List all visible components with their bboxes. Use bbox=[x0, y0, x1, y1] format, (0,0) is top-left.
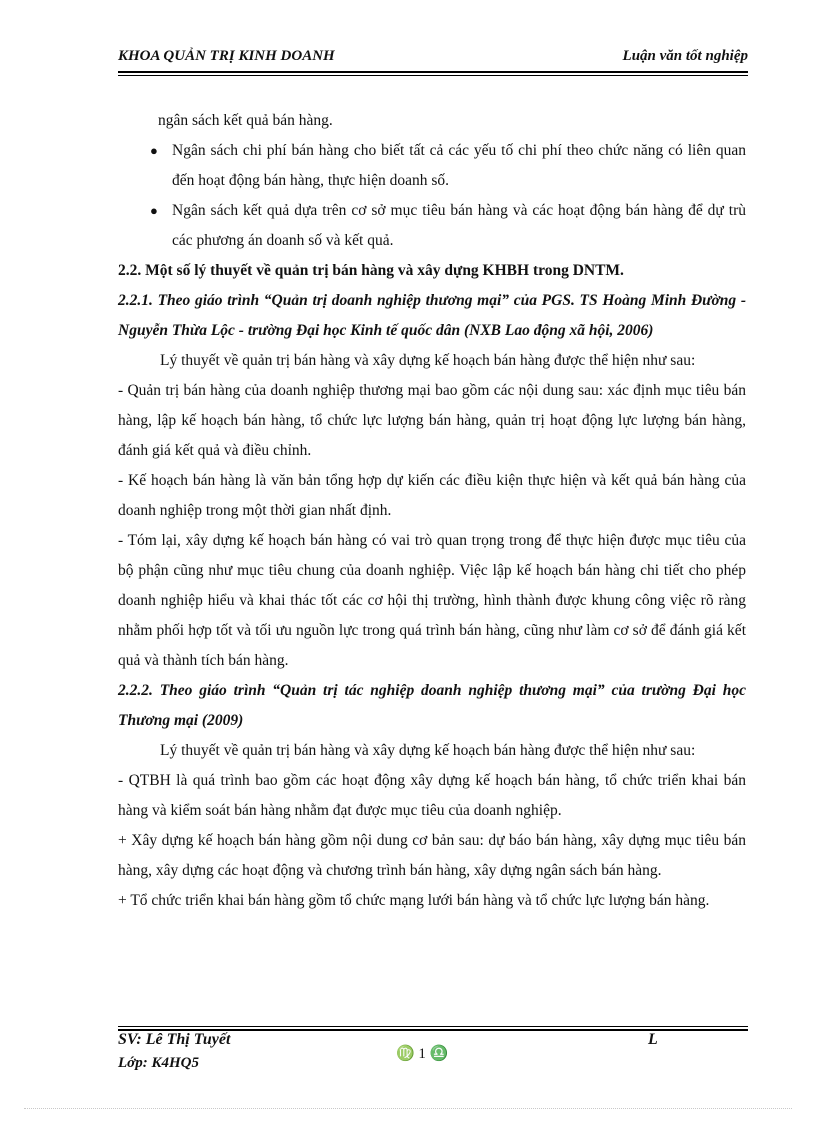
paragraph: + Xây dựng kế hoạch bán hàng gồm nội dung cơ bản sau: dự báo bán hàng, xây dựng mục tiêu bán hàng, xây dựng các hoạt động và chương trình bán hàng, xây dựng ngân sách bán hàng. bbox=[118, 832, 746, 879]
paragraph: Lý thuyết về quản trị bán hàng và xây dựng kế hoạch bán hàng được thể hiện như sau: bbox=[160, 352, 696, 369]
bullet-item bbox=[118, 196, 746, 256]
paragraph: + Tổ chức triển khai bán hàng gồm tổ chức mạng lưới bán hàng và tổ chức lực lượng bán hàng. bbox=[118, 892, 710, 909]
bullet-icon: ● bbox=[150, 203, 158, 218]
bullet-item bbox=[118, 136, 746, 196]
page-body bbox=[118, 106, 746, 916]
header-rule-thick bbox=[118, 71, 748, 73]
header-rule-thin bbox=[118, 75, 748, 76]
header-thesis-label: Luận văn tốt nghiệp bbox=[622, 48, 748, 64]
bullet-text: Ngân sách kết quả dựa trên cơ sở mục tiêu bán hàng và các hoạt động bán hàng để dự trù các phương án doanh số và kết quả. bbox=[172, 202, 746, 249]
page-number: ♍ 1 ♎ bbox=[396, 1046, 449, 1062]
heading-2-2: 2.2. Một số lý thuyết về quản trị bán hàng và xây dựng KHBH trong DNTM. bbox=[118, 262, 624, 279]
paragraph: - Quản trị bán hàng của doanh nghiệp thương mại bao gồm các nội dung sau: xác định mục tiêu bán hàng, lập kế hoạch bán hàng, tổ chức lực lượng bán hàng, quản trị hoạt động lực lượng bán hàng, đánh giá kết quả và điều chỉnh. bbox=[118, 382, 746, 459]
footer-letter: L bbox=[648, 1031, 658, 1048]
footer-rule-thin bbox=[118, 1026, 748, 1027]
footer-student: SV: Lê Thị Tuyết bbox=[118, 1031, 231, 1048]
paragraph: - QTBH là quá trình bao gồm các hoạt động xây dựng kế hoạch bán hàng, tổ chức triển khai bán hàng và kiểm soát bán hàng nhằm đạt được mục tiêu của doanh nghiệp. bbox=[118, 772, 746, 819]
paragraph: - Kế hoạch bán hàng là văn bản tổng hợp dự kiến các điều kiện thực hiện và kết quả bán hàng của doanh nghiệp trong một thời gian nhất định. bbox=[118, 472, 746, 519]
bullet-text: Ngân sách chi phí bán hàng cho biết tất cả các yếu tố chi phí theo chức năng có liên quan đến hoạt động bán hàng, thực hiện doanh số. bbox=[172, 142, 746, 189]
footer-class: Lớp: K4HQ5 bbox=[118, 1055, 199, 1071]
paragraph-continuation: ngân sách kết quả bán hàng. bbox=[158, 112, 333, 129]
bullet-icon: ● bbox=[150, 143, 158, 158]
header-faculty: KHOA QUẢN TRỊ KINH DOANH bbox=[118, 48, 335, 64]
paragraph: Lý thuyết về quản trị bán hàng và xây dựng kế hoạch bán hàng được thể hiện như sau: bbox=[160, 742, 696, 759]
heading-2-2-1: 2.2.1. Theo giáo trình “Quản trị doanh nghiệp thương mại” của PGS. TS Hoàng Minh Đường - Nguyễn Thừa Lộc - trường Đại học Kinh tế quốc dân (NXB Lao động xã hội, 2006) bbox=[118, 292, 746, 339]
page-bottom-dotted-rule bbox=[24, 1108, 792, 1109]
paragraph: - Tóm lại, xây dựng kế hoạch bán hàng có vai trò quan trọng trong để thực hiện được mục tiêu của bộ phận cũng như mục tiêu chung của doanh nghiệp. Việc lập kế hoạch bán hàng chi tiết cho phép doanh nghiệp hiểu và khai thác tốt các cơ hội thị trường, hình thành được khung công việc rõ ràng nhằm phối hợp tốt và tối ưu nguồn lực trong quá trình bán hàng, cũng như làm cơ sở để đánh giá kết quả và thành tích bán hàng. bbox=[118, 532, 746, 669]
page-header bbox=[118, 48, 748, 72]
heading-2-2-2: 2.2.2. Theo giáo trình “Quản trị tác nghiệp doanh nghiệp thương mại” của trường Đại học Thương mại (2009) bbox=[118, 682, 746, 729]
